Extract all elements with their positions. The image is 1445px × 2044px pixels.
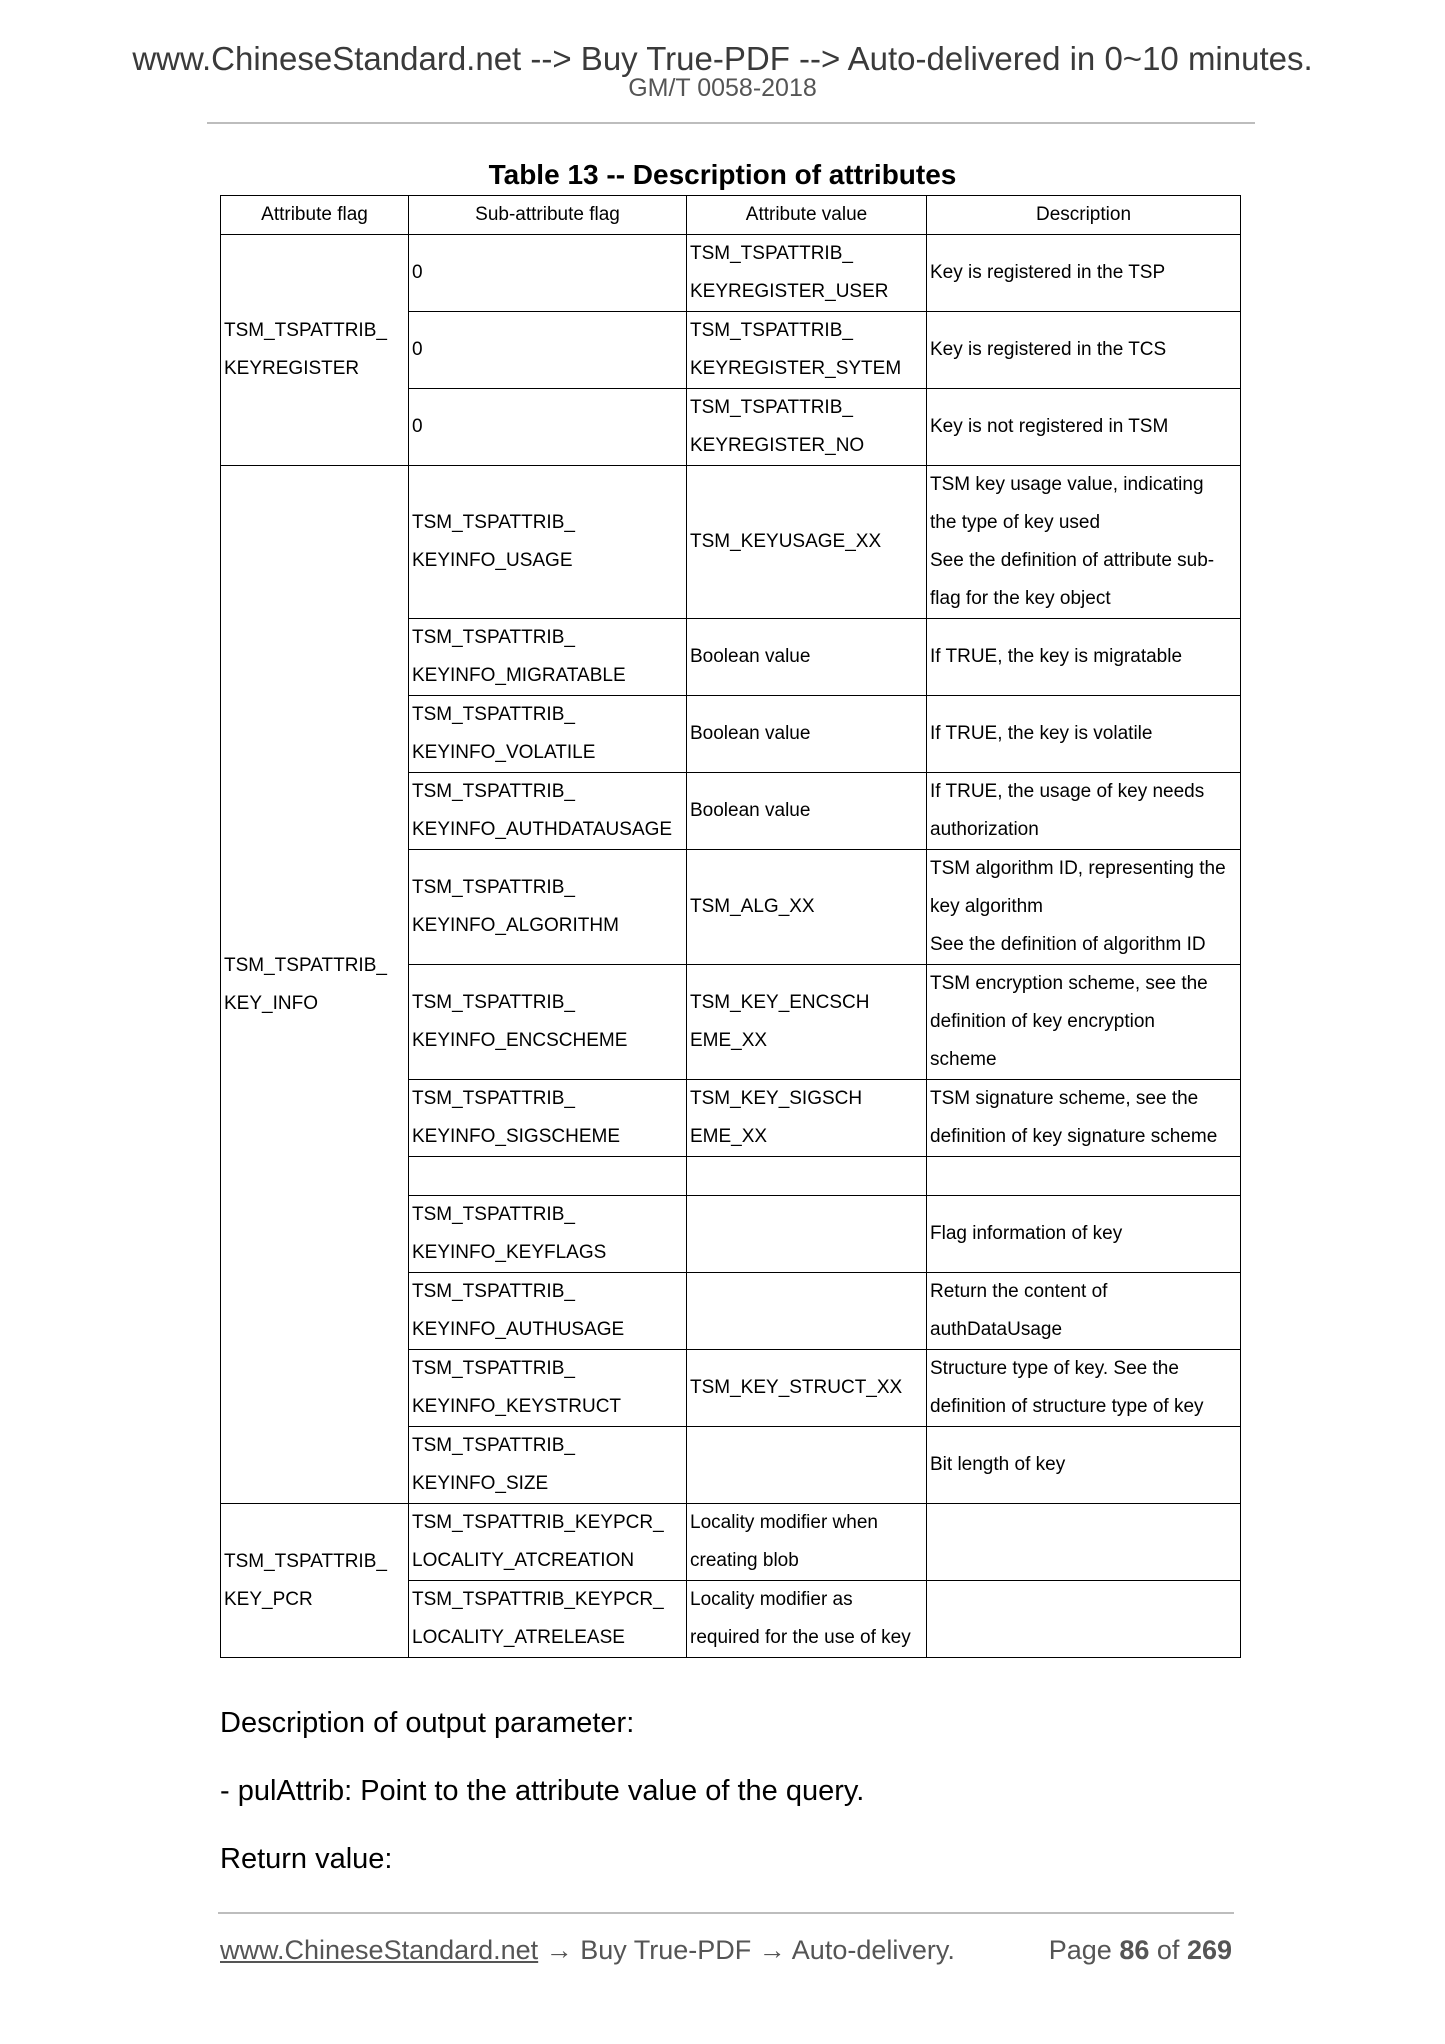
sub-attribute-cell	[409, 235, 687, 312]
description-cell-text: definition of key encryption	[930, 1011, 1155, 1032]
attribute-value-cell-text: TSM_KEY_STRUCT_XX	[690, 1377, 903, 1398]
sub-attribute-cell-text: KEYINFO_KEYSTRUCT	[412, 1396, 622, 1417]
attribute-value-cell-text: TSM_ALG_XX	[690, 896, 815, 917]
footer-divider	[218, 1912, 1234, 1914]
sub-attribute-cell	[409, 1350, 687, 1427]
attribute-value-cell	[687, 1196, 927, 1273]
description-cell	[927, 965, 1241, 1080]
attribute-flag-cell-text: KEYREGISTER	[224, 358, 360, 379]
attribute-value-cell-text: Locality modifier when	[690, 1512, 878, 1533]
sub-attribute-cell-text: TSM_TSPATTRIB_KEYPCR_	[412, 1589, 664, 1610]
sub-attribute-cell-text: KEYINFO_ALGORITHM	[412, 915, 619, 936]
description-cell-text: If TRUE, the key is volatile	[930, 723, 1153, 744]
table-header-row	[221, 196, 1241, 235]
attribute-flag-cell	[221, 466, 409, 1504]
sub-attribute-cell	[409, 1581, 687, 1658]
table-title: Table 13 -- Description of attributes	[488, 159, 957, 190]
attribute-value-cell-text: required for the use of key	[690, 1627, 911, 1648]
sub-attribute-cell-text: 0	[412, 339, 423, 360]
description-cell	[927, 1581, 1241, 1658]
attribute-flag-cell-text: TSM_TSPATTRIB_	[224, 1550, 387, 1572]
sub-attribute-cell-text: TSM_TSPATTRIB_	[412, 1204, 575, 1225]
attribute-value-cell-text: TSM_KEY_ENCSCH	[690, 992, 870, 1013]
sub-attribute-cell-text: KEYINFO_VOLATILE	[412, 742, 596, 763]
description-cell-text: See the definition of algorithm ID	[930, 934, 1206, 955]
description-cell-text: Flag information of key	[930, 1223, 1123, 1244]
sub-attribute-cell	[409, 1157, 687, 1196]
description-cell-text: TSM key usage value, indicating	[930, 474, 1204, 495]
sub-attribute-cell-text: KEYINFO_USAGE	[412, 550, 573, 571]
description-cell-text: Return the content of	[930, 1281, 1108, 1302]
attribute-value-cell	[687, 696, 927, 773]
table-row	[221, 1504, 1241, 1581]
attribute-value-cell-text: EME_XX	[690, 1126, 768, 1147]
footer-delivery-text: Auto-delivery.	[791, 1935, 955, 1965]
sub-attribute-cell-text: TSM_TSPATTRIB_	[412, 992, 575, 1013]
sub-attribute-cell-text: TSM_TSPATTRIB_	[412, 1281, 575, 1302]
description-cell-text: Structure type of key. See the	[930, 1358, 1179, 1379]
page-indicator	[1049, 1932, 1232, 1968]
sub-attribute-cell-text: TSM_TSPATTRIB_	[412, 512, 575, 533]
attribute-value-cell	[687, 1157, 927, 1196]
description-cell	[927, 850, 1241, 965]
sub-attribute-cell-text: TSM_TSPATTRIB_	[412, 627, 575, 648]
header-divider	[207, 122, 1255, 124]
doc-number: GM/T 0058-2018	[628, 74, 817, 102]
attribute-value-cell	[687, 389, 927, 466]
attribute-value-cell-text: creating blob	[690, 1550, 799, 1571]
description-cell	[927, 696, 1241, 773]
description-cell-text: authorization	[930, 819, 1039, 840]
attribute-flag-cell-text: KEY_PCR	[224, 1588, 313, 1610]
description-cell	[927, 312, 1241, 389]
description-cell	[927, 1350, 1241, 1427]
attribute-value-cell-text: KEYREGISTER_SYTEM	[690, 358, 902, 379]
attribute-value-cell-text: KEYREGISTER_NO	[690, 435, 865, 456]
output-parameter-heading: Description of output parameter:	[220, 1707, 635, 1739]
description-cell-text: the type of key used	[930, 512, 1101, 533]
description-cell	[927, 1157, 1241, 1196]
attribute-value-cell	[687, 312, 927, 389]
sub-attribute-cell-text: TSM_TSPATTRIB_	[412, 1435, 575, 1456]
sub-attribute-cell-text: LOCALITY_ATRELEASE	[412, 1627, 625, 1648]
sub-attribute-cell	[409, 1196, 687, 1273]
attribute-value-cell-text: EME_XX	[690, 1030, 768, 1051]
attribute-value-cell-text: TSM_KEY_SIGSCH	[690, 1088, 863, 1109]
attribute-value-cell	[687, 1273, 927, 1350]
column-header: Description	[927, 196, 1241, 235]
description-cell-text: Key is not registered in TSM	[930, 416, 1169, 437]
description-cell	[927, 1427, 1241, 1504]
sub-attribute-cell	[409, 1504, 687, 1581]
table-row	[221, 466, 1241, 619]
sub-attribute-cell-text: TSM_TSPATTRIB_	[412, 781, 575, 802]
attribute-value-cell-text: TSM_KEYUSAGE_XX	[690, 531, 882, 552]
description-cell-text: TSM signature scheme, see the	[930, 1088, 1199, 1109]
footer-buy-text: Buy True-PDF	[580, 1935, 752, 1965]
sub-attribute-cell-text: KEYINFO_AUTHDATAUSAGE	[412, 819, 673, 840]
attribute-flag-cell	[221, 235, 409, 466]
sub-attribute-cell	[409, 696, 687, 773]
output-parameter-description: - pulAttrib: Point to the attribute value of the query.	[220, 1775, 865, 1807]
attribute-value-cell-text: Locality modifier as	[690, 1589, 853, 1610]
description-cell	[927, 1080, 1241, 1157]
sub-attribute-cell	[409, 1273, 687, 1350]
attribute-value-cell	[687, 235, 927, 312]
attribute-value-cell	[687, 1427, 927, 1504]
sub-attribute-cell-text: TSM_TSPATTRIB_	[412, 704, 575, 725]
description-cell-text: If TRUE, the usage of key needs	[930, 781, 1205, 802]
page-total: 269	[1186, 1935, 1232, 1965]
attribute-flag-cell	[221, 1504, 409, 1658]
column-header: Attribute flag	[221, 196, 409, 235]
description-cell-text: TSM algorithm ID, representing the	[930, 858, 1226, 879]
description-cell	[927, 235, 1241, 312]
attribute-value-cell	[687, 1581, 927, 1658]
page-number: 86	[1119, 1935, 1150, 1965]
sub-attribute-cell-text: LOCALITY_ATCREATION	[412, 1550, 635, 1571]
description-cell-text: key algorithm	[930, 896, 1043, 917]
description-cell	[927, 619, 1241, 696]
attributes-table	[220, 195, 1241, 1658]
description-cell-text: definition of key signature scheme	[930, 1126, 1218, 1147]
sub-attribute-cell	[409, 1427, 687, 1504]
attribute-value-cell	[687, 850, 927, 965]
description-cell	[927, 1196, 1241, 1273]
attribute-value-cell	[687, 466, 927, 619]
description-cell	[927, 466, 1241, 619]
sub-attribute-cell-text: TSM_TSPATTRIB_	[412, 1358, 575, 1379]
description-cell-text: Bit length of key	[930, 1454, 1066, 1475]
description-cell	[927, 1273, 1241, 1350]
attribute-value-cell-text: TSM_TSPATTRIB_	[690, 397, 853, 418]
attribute-flag-cell-text: TSM_TSPATTRIB_	[224, 320, 387, 341]
sub-attribute-cell-text: TSM_TSPATTRIB_	[412, 877, 575, 898]
attribute-value-cell	[687, 965, 927, 1080]
return-value-heading: Return value:	[220, 1843, 393, 1875]
sub-attribute-cell	[409, 1080, 687, 1157]
attribute-value-cell-text: KEYREGISTER_USER	[690, 281, 889, 302]
page-of-label: of	[1156, 1935, 1180, 1965]
page-label: Page	[1048, 1935, 1112, 1965]
description-cell	[927, 773, 1241, 850]
sub-attribute-cell-text: KEYINFO_AUTHUSAGE	[412, 1319, 625, 1340]
attribute-flag-cell-text: TSM_TSPATTRIB_	[224, 954, 387, 976]
sub-attribute-cell-text: TSM_TSPATTRIB_KEYPCR_	[412, 1512, 664, 1533]
sub-attribute-cell-text: 0	[412, 262, 423, 283]
page-footer	[220, 1932, 1232, 1968]
sub-attribute-cell-text: KEYINFO_KEYFLAGS	[412, 1242, 607, 1263]
description-cell-text: If TRUE, the key is migratable	[930, 646, 1183, 667]
attribute-value-cell	[687, 1350, 927, 1427]
description-cell	[927, 1504, 1241, 1581]
description-cell-text: Key is registered in the TSP	[930, 262, 1166, 283]
attribute-value-cell-text: TSM_TSPATTRIB_	[690, 243, 853, 264]
arrow-right-icon: →	[758, 1935, 786, 1965]
attribute-value-cell	[687, 773, 927, 850]
sub-attribute-cell	[409, 619, 687, 696]
attribute-value-cell-text: Boolean value	[690, 646, 811, 667]
sub-attribute-cell-text: KEYINFO_ENCSCHEME	[412, 1030, 628, 1051]
sub-attribute-cell-text: KEYINFO_SIGSCHEME	[412, 1126, 620, 1147]
sub-attribute-cell-text: 0	[412, 416, 423, 437]
table-row	[221, 235, 1241, 312]
description-cell-text: TSM encryption scheme, see the	[930, 973, 1208, 994]
description-cell-text: definition of structure type of key	[930, 1396, 1204, 1417]
attribute-value-cell	[687, 1504, 927, 1581]
column-header: Attribute value	[687, 196, 927, 235]
site-banner: www.ChineseStandard.net --> Buy True-PDF --> Auto-delivered in 0~10 minutes.	[132, 40, 1313, 77]
attribute-value-cell	[687, 1080, 927, 1157]
sub-attribute-cell	[409, 312, 687, 389]
attribute-value-cell-text: TSM_TSPATTRIB_	[690, 320, 853, 341]
sub-attribute-cell-text: KEYINFO_MIGRATABLE	[412, 665, 626, 686]
attribute-value-cell-text: Boolean value	[690, 723, 811, 744]
column-header: Sub-attribute flag	[409, 196, 687, 235]
attribute-flag-cell-text: KEY_INFO	[224, 992, 318, 1014]
sub-attribute-cell	[409, 466, 687, 619]
description-cell	[927, 389, 1241, 466]
description-cell-text: authDataUsage	[930, 1319, 1063, 1340]
description-cell-text: Key is registered in the TCS	[930, 339, 1167, 360]
sub-attribute-cell-text: TSM_TSPATTRIB_	[412, 1088, 575, 1109]
attribute-value-cell-text: Boolean value	[690, 800, 811, 821]
sub-attribute-cell	[409, 773, 687, 850]
arrow-right-icon: →	[545, 1935, 573, 1965]
sub-attribute-cell	[409, 965, 687, 1080]
sub-attribute-cell-text: KEYINFO_SIZE	[412, 1473, 549, 1494]
description-cell-text: scheme	[930, 1049, 997, 1070]
sub-attribute-cell	[409, 389, 687, 466]
description-cell-text: flag for the key object	[930, 588, 1111, 609]
attribute-value-cell	[687, 619, 927, 696]
sub-attribute-cell	[409, 850, 687, 965]
description-cell-text: See the definition of attribute sub-	[930, 550, 1215, 571]
footer-site-link[interactable]: www.ChineseStandard.net	[220, 1935, 539, 1965]
